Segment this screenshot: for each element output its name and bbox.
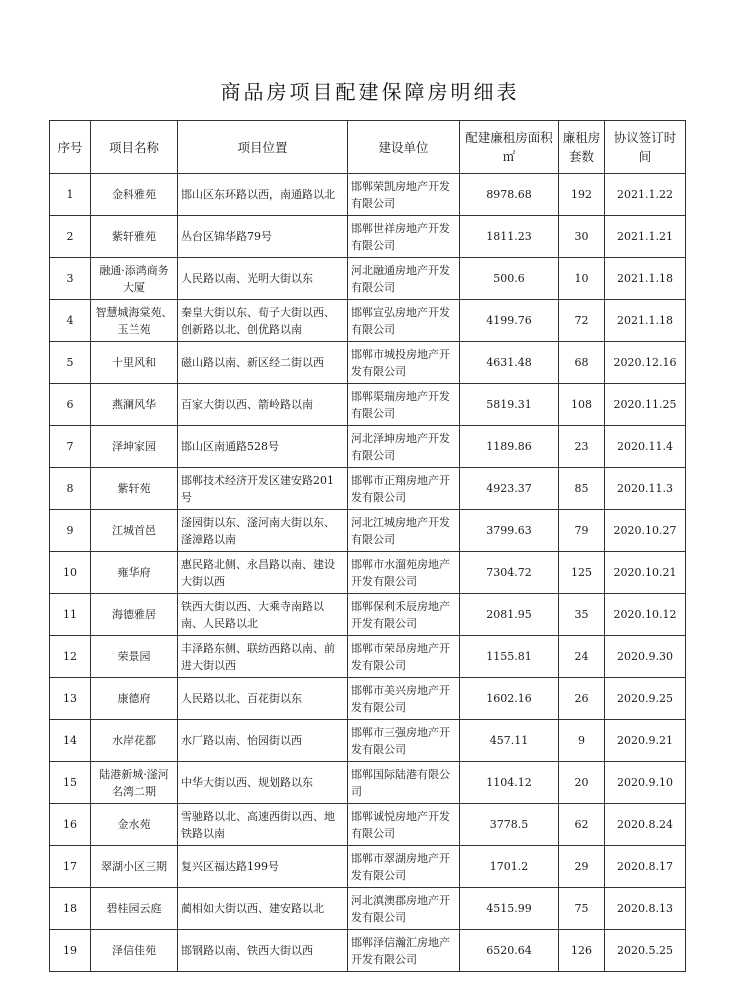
- cell-location: 铁西大街以西、大乘寺南路以南、人民路以北: [178, 594, 348, 636]
- cell-unit: 河北江城房地产开发有限公司: [348, 510, 460, 552]
- cell-area: 8978.68: [460, 174, 559, 216]
- cell-date: 2020.9.25: [605, 678, 686, 720]
- cell-name: 翠湖小区三期: [91, 846, 178, 888]
- table-row: [50, 594, 686, 636]
- cell-sets: 125: [559, 552, 605, 594]
- cell-unit: 邯郸宣弘房地产开发有限公司: [348, 300, 460, 342]
- header-sets: 廉租房套数: [559, 121, 605, 174]
- cell-location: 秦皇大街以东、荀子大街以西、创新路以北、创优路以南: [178, 300, 348, 342]
- cell-area: 7304.72: [460, 552, 559, 594]
- cell-name: 陆港新城·滏河名湾二期: [91, 762, 178, 804]
- cell-area: 1811.23: [460, 216, 559, 258]
- cell-sets: 108: [559, 384, 605, 426]
- cell-sets: 26: [559, 678, 605, 720]
- cell-no: 6: [50, 384, 91, 426]
- cell-area: 3778.5: [460, 804, 559, 846]
- cell-no: 11: [50, 594, 91, 636]
- cell-date: 2020.11.25: [605, 384, 686, 426]
- cell-name: 金科雅苑: [91, 174, 178, 216]
- cell-date: 2020.8.24: [605, 804, 686, 846]
- cell-date: 2020.10.27: [605, 510, 686, 552]
- cell-date: 2020.5.25: [605, 930, 686, 972]
- cell-date: 2021.1.21: [605, 216, 686, 258]
- header-name: 项目名称: [91, 121, 178, 174]
- cell-unit: 邯郸市翠湖房地产开发有限公司: [348, 846, 460, 888]
- cell-location: 滏园街以东、滏河南大街以东、滏漳路以南: [178, 510, 348, 552]
- cell-no: 19: [50, 930, 91, 972]
- cell-date: 2020.8.13: [605, 888, 686, 930]
- cell-name: 碧桂园云庭: [91, 888, 178, 930]
- cell-no: 4: [50, 300, 91, 342]
- cell-name: 智慧城海棠苑、玉兰苑: [91, 300, 178, 342]
- cell-name: 泽坤家园: [91, 426, 178, 468]
- cell-location: 惠民路北侧、永昌路以南、建设大街以西: [178, 552, 348, 594]
- cell-area: 4199.76: [460, 300, 559, 342]
- cell-name: 紫轩雅苑: [91, 216, 178, 258]
- cell-sets: 192: [559, 174, 605, 216]
- cell-location: 丛台区锦华路79号: [178, 216, 348, 258]
- housing-table: [49, 120, 686, 972]
- cell-unit: 邯郸保利禾辰房地产开发有限公司: [348, 594, 460, 636]
- cell-sets: 85: [559, 468, 605, 510]
- cell-area: 1602.16: [460, 678, 559, 720]
- cell-sets: 68: [559, 342, 605, 384]
- cell-date: 2020.12.16: [605, 342, 686, 384]
- cell-location: 邯郸技术经济开发区建安路201号: [178, 468, 348, 510]
- cell-date: 2020.9.21: [605, 720, 686, 762]
- cell-name: 康德府: [91, 678, 178, 720]
- cell-name: 荣景园: [91, 636, 178, 678]
- cell-sets: 72: [559, 300, 605, 342]
- table-row: [50, 300, 686, 342]
- cell-sets: 10: [559, 258, 605, 300]
- cell-unit: 河北泽坤房地产开发有限公司: [348, 426, 460, 468]
- cell-sets: 75: [559, 888, 605, 930]
- cell-name: 紫轩苑: [91, 468, 178, 510]
- header-unit: 建设单位: [348, 121, 460, 174]
- cell-sets: 62: [559, 804, 605, 846]
- cell-date: 2021.1.18: [605, 300, 686, 342]
- cell-date: 2020.11.3: [605, 468, 686, 510]
- cell-area: 3799.63: [460, 510, 559, 552]
- cell-location: 邯山区南通路528号: [178, 426, 348, 468]
- cell-name: 十里风和: [91, 342, 178, 384]
- cell-no: 18: [50, 888, 91, 930]
- cell-unit: 邯郸荣凯房地产开发有限公司: [348, 174, 460, 216]
- cell-no: 1: [50, 174, 91, 216]
- cell-unit: 邯郸市城投房地产开发有限公司: [348, 342, 460, 384]
- table-row: [50, 552, 686, 594]
- cell-no: 3: [50, 258, 91, 300]
- cell-no: 7: [50, 426, 91, 468]
- cell-sets: 24: [559, 636, 605, 678]
- table-row: [50, 258, 686, 300]
- cell-unit: 邯郸市三强房地产开发有限公司: [348, 720, 460, 762]
- cell-no: 15: [50, 762, 91, 804]
- cell-no: 17: [50, 846, 91, 888]
- cell-area: 4923.37: [460, 468, 559, 510]
- cell-location: 雪驰路以北、高速西街以西、地铁路以南: [178, 804, 348, 846]
- cell-unit: 邯郸世祥房地产开发有限公司: [348, 216, 460, 258]
- table-row: [50, 720, 686, 762]
- cell-location: 丰泽路东侧、联纺西路以南、前进大街以西: [178, 636, 348, 678]
- cell-name: 融通·添鸿商务大厦: [91, 258, 178, 300]
- cell-no: 10: [50, 552, 91, 594]
- cell-area: 1189.86: [460, 426, 559, 468]
- cell-name: 雍华府: [91, 552, 178, 594]
- cell-date: 2020.9.10: [605, 762, 686, 804]
- cell-area: 4631.48: [460, 342, 559, 384]
- table-row: [50, 804, 686, 846]
- cell-name: 江城首邑: [91, 510, 178, 552]
- cell-unit: 邯郸国际陆港有限公司: [348, 762, 460, 804]
- cell-area: 457.11: [460, 720, 559, 762]
- cell-date: 2020.8.17: [605, 846, 686, 888]
- cell-area: 4515.99: [460, 888, 559, 930]
- cell-area: 1701.2: [460, 846, 559, 888]
- cell-sets: 9: [559, 720, 605, 762]
- cell-area: 1104.12: [460, 762, 559, 804]
- cell-name: 水岸花都: [91, 720, 178, 762]
- cell-location: 复兴区福达路199号: [178, 846, 348, 888]
- cell-location: 百家大街以西、箭岭路以南: [178, 384, 348, 426]
- cell-date: 2020.9.30: [605, 636, 686, 678]
- cell-location: 人民路以北、百花街以东: [178, 678, 348, 720]
- cell-area: 1155.81: [460, 636, 559, 678]
- cell-location: 邯山区东环路以西，南通路以北: [178, 174, 348, 216]
- cell-no: 14: [50, 720, 91, 762]
- cell-location: 人民路以南、光明大街以东: [178, 258, 348, 300]
- cell-no: 5: [50, 342, 91, 384]
- cell-sets: 126: [559, 930, 605, 972]
- table-row: [50, 342, 686, 384]
- cell-name: 海德雅居: [91, 594, 178, 636]
- table-row: [50, 888, 686, 930]
- table-row: [50, 216, 686, 258]
- header-location: 项目位置: [178, 121, 348, 174]
- cell-sets: 35: [559, 594, 605, 636]
- table-row: [50, 384, 686, 426]
- cell-unit: 邯郸市水溜苑房地产开发有限公司: [348, 552, 460, 594]
- cell-date: 2021.1.18: [605, 258, 686, 300]
- table-row: [50, 636, 686, 678]
- cell-unit: 邯郸诚悦房地产开发有限公司: [348, 804, 460, 846]
- cell-sets: 30: [559, 216, 605, 258]
- table-row: [50, 510, 686, 552]
- cell-unit: 河北融通房地产开发有限公司: [348, 258, 460, 300]
- header-row: [50, 121, 686, 174]
- cell-area: 500.6: [460, 258, 559, 300]
- cell-location: 邯钢路以南、铁西大街以西: [178, 930, 348, 972]
- cell-location: 水厂路以南、怡园街以西: [178, 720, 348, 762]
- header-no: 序号: [50, 121, 91, 174]
- cell-location: 蔺相如大街以西、建安路以北: [178, 888, 348, 930]
- cell-date: 2020.10.21: [605, 552, 686, 594]
- cell-area: 2081.95: [460, 594, 559, 636]
- header-area: 配建廉租房面积㎡: [460, 121, 559, 174]
- cell-name: 燕澜风华: [91, 384, 178, 426]
- cell-unit: 邯郸渠瑞房地产开发有限公司: [348, 384, 460, 426]
- cell-name: 金水苑: [91, 804, 178, 846]
- cell-unit: 邯郸市正翔房地产开发有限公司: [348, 468, 460, 510]
- cell-area: 5819.31: [460, 384, 559, 426]
- cell-date: 2021.1.22: [605, 174, 686, 216]
- cell-no: 8: [50, 468, 91, 510]
- cell-area: 6520.64: [460, 930, 559, 972]
- cell-name: 泽信佳苑: [91, 930, 178, 972]
- cell-no: 2: [50, 216, 91, 258]
- cell-sets: 29: [559, 846, 605, 888]
- header-date: 协议签订时间: [605, 121, 686, 174]
- cell-no: 13: [50, 678, 91, 720]
- cell-sets: 20: [559, 762, 605, 804]
- cell-location: 磁山路以南、新区经二街以西: [178, 342, 348, 384]
- cell-unit: 邯郸市美兴房地产开发有限公司: [348, 678, 460, 720]
- table-row: [50, 174, 686, 216]
- table-row: [50, 468, 686, 510]
- cell-unit: 邯郸市荣昂房地产开发有限公司: [348, 636, 460, 678]
- page-title: 商品房项目配建保障房明细表: [220, 80, 520, 104]
- cell-date: 2020.11.4: [605, 426, 686, 468]
- cell-sets: 79: [559, 510, 605, 552]
- cell-unit: 河北滇澳郡房地产开发有限公司: [348, 888, 460, 930]
- cell-sets: 23: [559, 426, 605, 468]
- cell-no: 12: [50, 636, 91, 678]
- cell-no: 16: [50, 804, 91, 846]
- cell-no: 9: [50, 510, 91, 552]
- cell-unit: 邯郸泽信瀚汇房地产开发有限公司: [348, 930, 460, 972]
- table-row: [50, 930, 686, 972]
- cell-date: 2020.10.12: [605, 594, 686, 636]
- table-row: [50, 762, 686, 804]
- table-row: [50, 426, 686, 468]
- table-row: [50, 846, 686, 888]
- table-row: [50, 678, 686, 720]
- cell-location: 中华大街以西、规划路以东: [178, 762, 348, 804]
